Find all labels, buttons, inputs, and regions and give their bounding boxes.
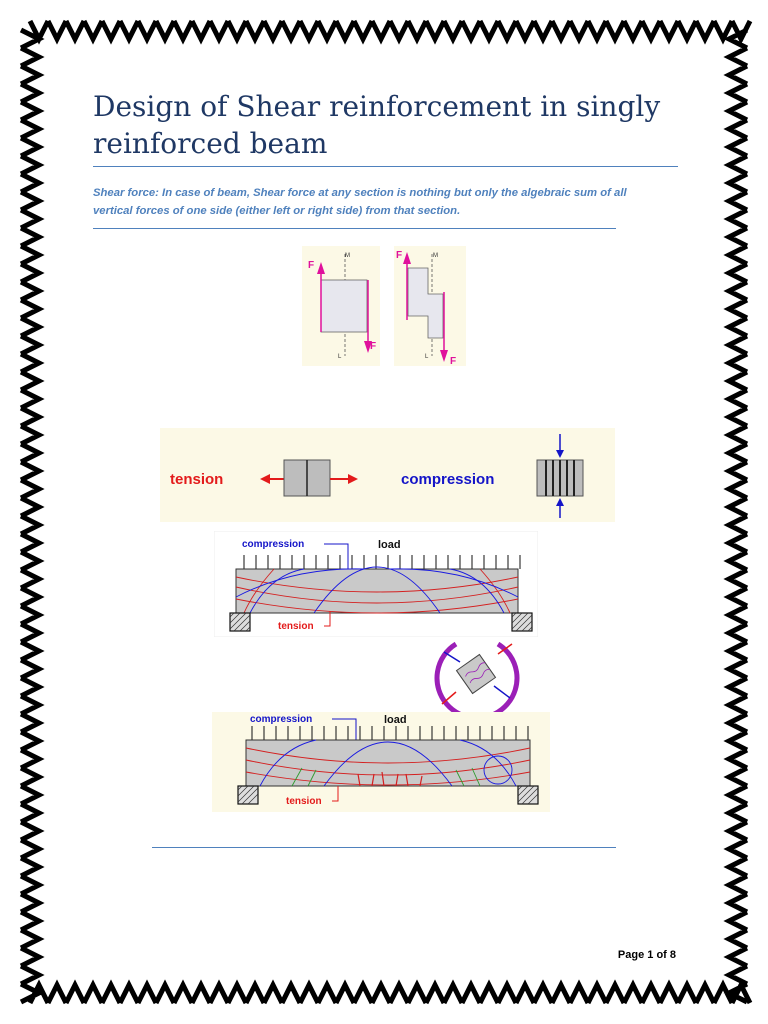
load-label-beam-1: load [378,539,401,551]
page-number: Page 1 of 8 [617,949,676,961]
page-title: Design of Shear reinforcement in singly reinforced beam [93,90,661,160]
compression-label-beam-1: compression [242,539,305,550]
intro-paragraph: Shear force: In case of beam, Shear force at any section is nothing but only the algebraic sum of all vertical forces of one side (either left or right side) from that section. [93,187,627,217]
force-label-left-bottom: F [370,341,377,352]
compression-label-beam-2: compression [250,714,313,725]
l-label-right: L [425,354,429,360]
beam-cracked-figure [212,712,550,812]
compression-label: compression [401,471,495,488]
title-rule [93,166,678,167]
l-label-left: L [338,354,342,360]
intro-rule [93,228,616,229]
principal-stress-element [420,636,532,718]
force-label-left-top: F [308,260,315,271]
m-label-left: M [345,253,350,259]
stress-states-figure [160,428,615,522]
tension-label: tension [170,471,224,488]
shear-force-figure [302,246,466,366]
force-label-right-top: F [396,250,403,261]
m-label-right: M [433,253,438,259]
beam-uncracked-figure [214,531,538,637]
load-label-beam-2: load [384,714,407,726]
force-label-right-bottom: F [450,356,457,366]
bottom-rule [152,847,616,848]
tension-label-beam-1: tension [278,621,314,632]
tension-label-beam-2: tension [286,796,322,807]
